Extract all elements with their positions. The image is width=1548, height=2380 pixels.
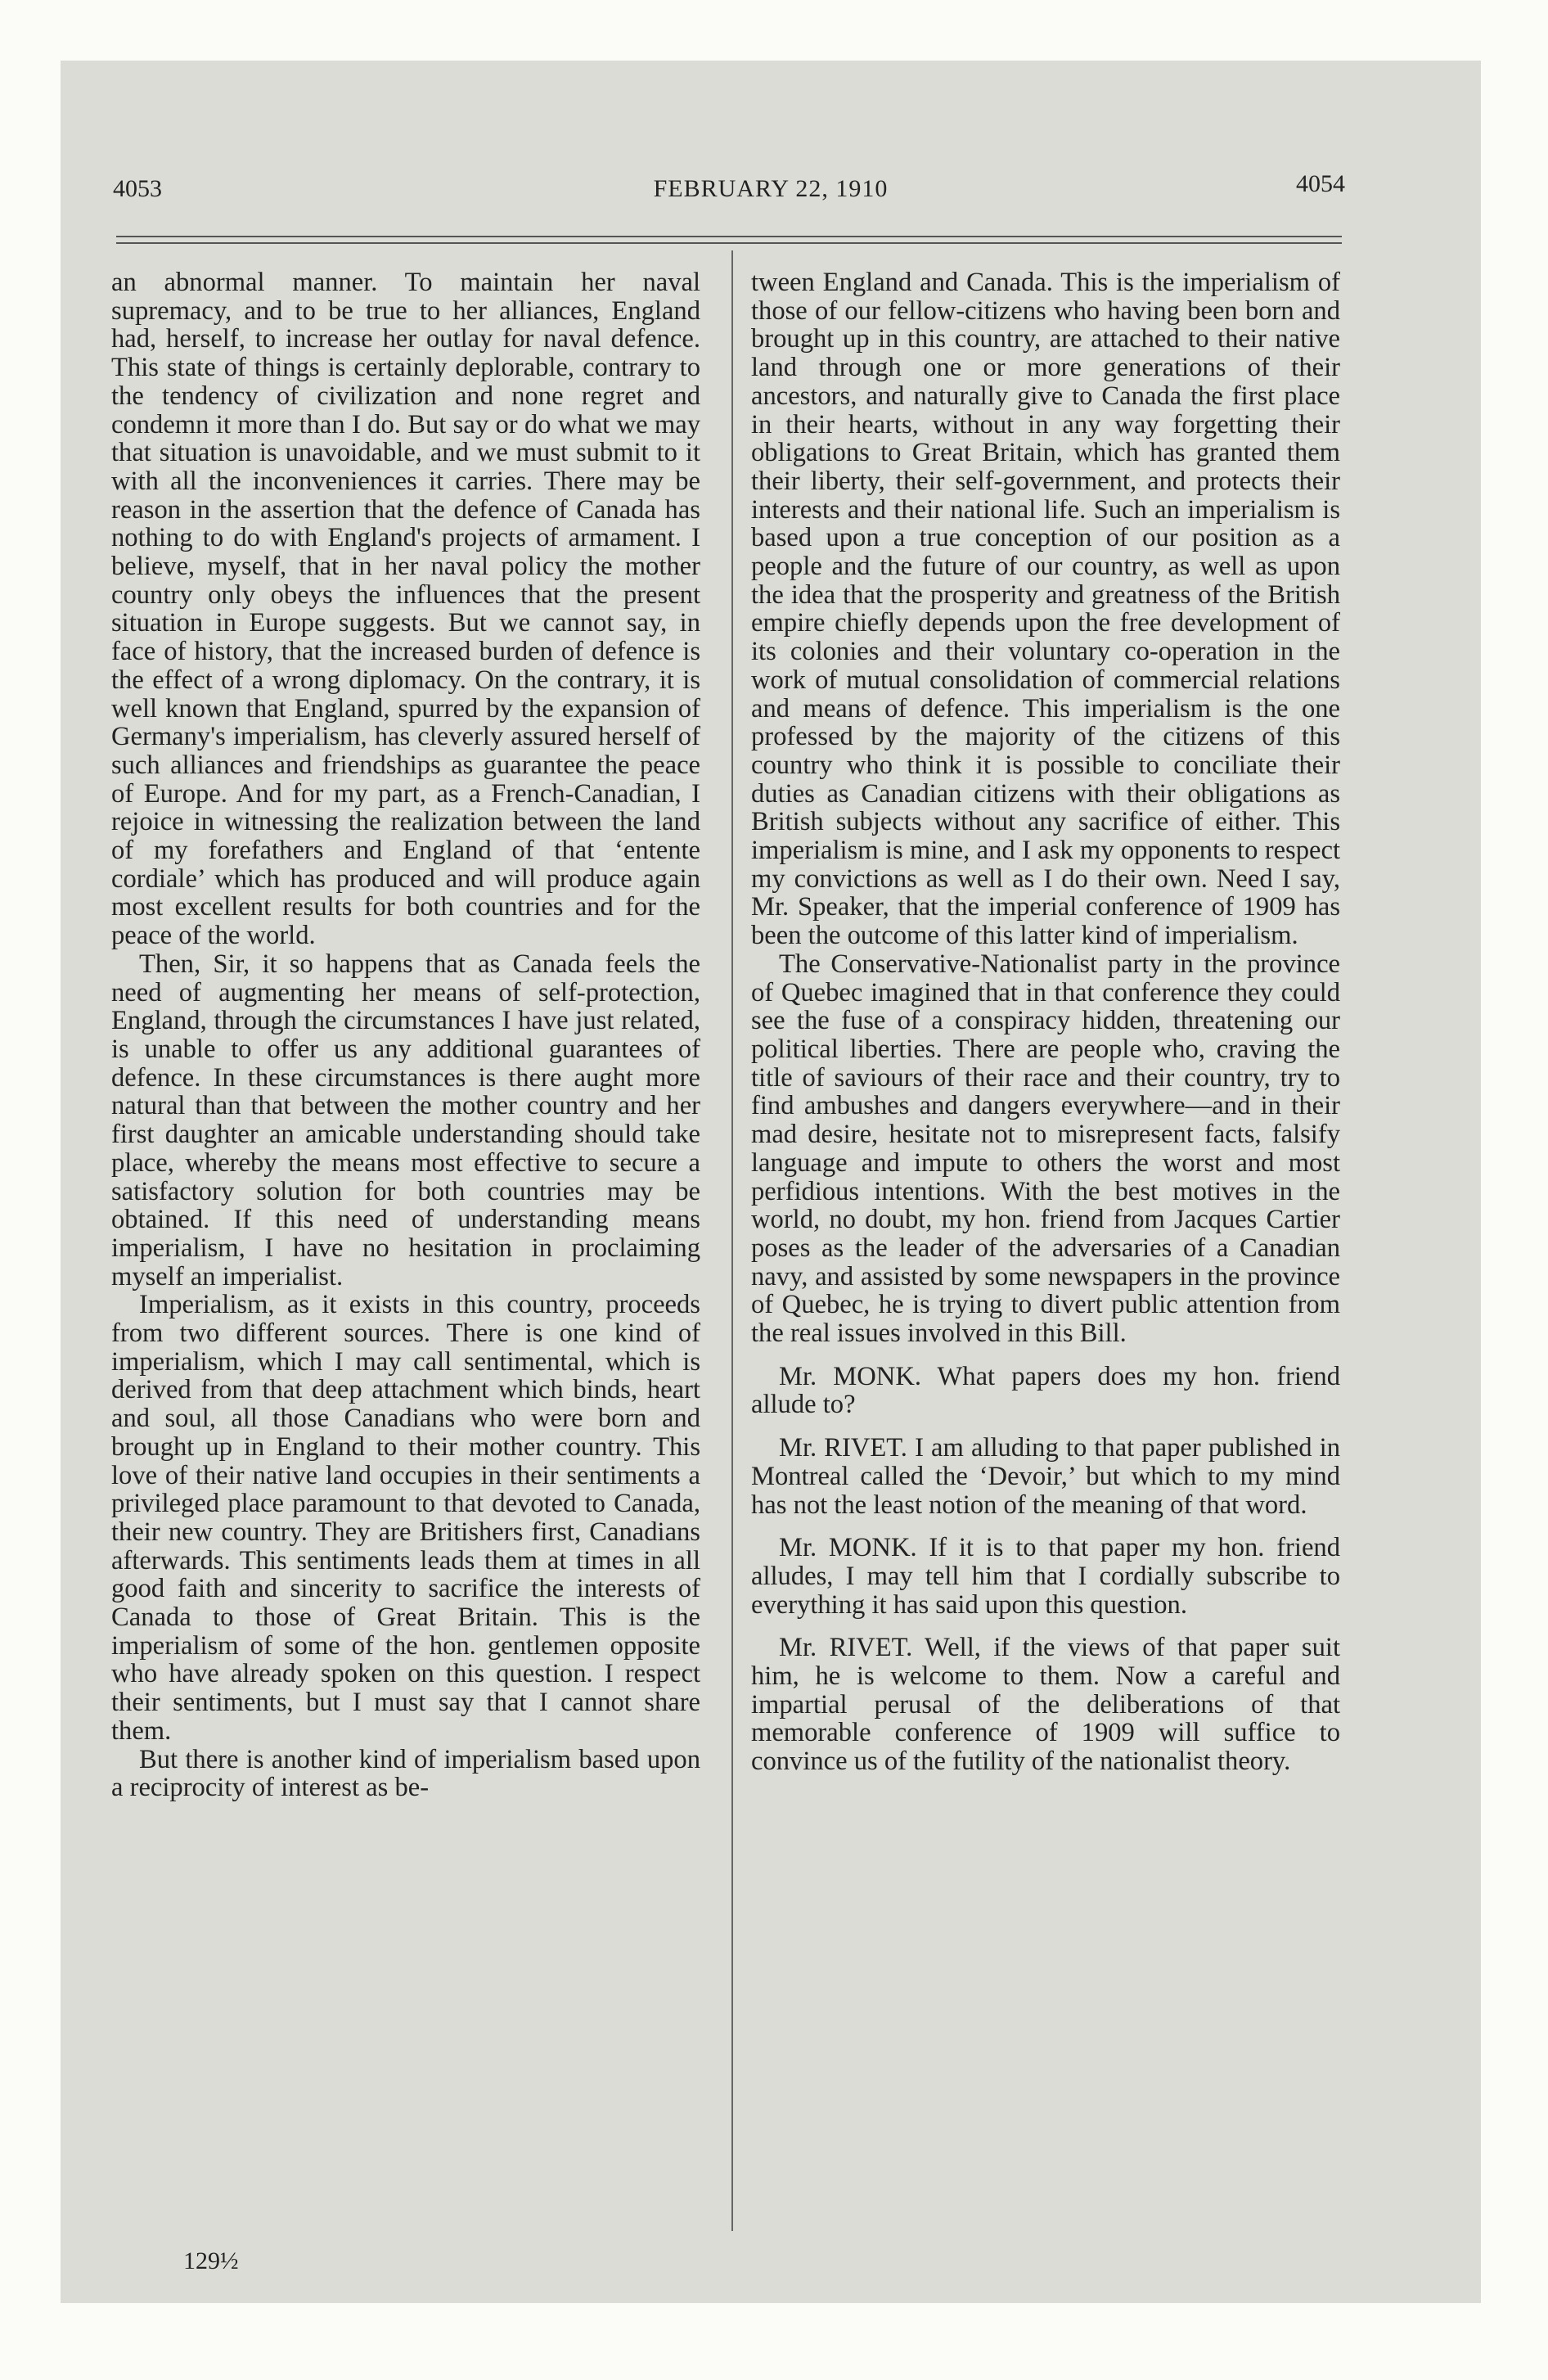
speech-paragraph: Mr. RIVET. I am alluding to that paper published in Montreal called the ‘Devoir,’ but which to my mind has not the least notion of the meaning of that word. (751, 1433, 1340, 1520)
signature-mark: 129½ (183, 2247, 239, 2274)
right-paragraph: tween England and Canada. This is the imperialism of those of our fellow-citizens who having been born and brought up in this country, are attached to their native land through one or more generations of their ancestors, and naturally give to Canada the first place in their hearts, without in any way forgetting their obligations to Great Britain, which has granted them their liberty, their self-government, and protects their interests and their national life. Such an imperialism is based upon a true conception of our position as a people and the future of our country, as well as upon the idea that the prosperity and greatness of the British empire chiefly depends upon the free development of its colonies and their voluntary co-operation in the work of mutual consolidation of commercial relations and means of defence. This imperialism is the one professed by the majority of the citizens of this country who think it is possible to conciliate their duties as Canadian citizens with their obligations as British subjects without any sacrifice of either. This imperialism is mine, and I ask my opponents to respect my convictions as well as I do their own. Need I say, Mr. Speaker, that the imperial conference of 1909 has been the outcome of this latter kind of imperialism. (751, 268, 1340, 951)
left-column (111, 268, 700, 2216)
header-rule-bottom (116, 242, 1342, 244)
page-header (61, 170, 1481, 224)
right-paragraph: The Conservative-Nationalist party in the province of Quebec imagined that in that conference they could see the fuse of a conspiracy hidden, threatening our political liberties. There are people who, craving the title of saviours of their race and their country, try to find ambushes and dangers everywhere—and in their mad desire, hesitate not to misrepresent facts, falsify language and impute to others the worst and most perfidious intentions. With the best motives in the world, no doubt, my hon. friend from Jacques Cartier poses as the leader of the adversaries of a Canadian navy, and assisted by some newspapers in the province of Quebec, he is trying to divert public attention from the real issues involved in this Bill. (751, 949, 1340, 1349)
page-date: FEBRUARY 22, 1910 (653, 175, 889, 202)
page-number-right: 4054 (1296, 170, 1345, 197)
left-paragraph: But there is another kind of imperialism based upon a reciprocity of interest as be- (111, 1744, 700, 1803)
left-paragraph: Then, Sir, it so happens that as Canada feels the need of augmenting her means of self-protection, England, through the circumstances I have just related, is unable to offer us any additional guarantees of defence. In these circumstances is there aught more natural than that between the mother country and her first daughter an amicable understanding should take place, whereby the means most effective to secure a satisfactory solution for both countries may be obtained. If this need of understanding means imperialism, I have no hesitation in proclaiming myself an imperialist. (111, 949, 700, 1291)
header-rule-top (116, 236, 1342, 237)
column-divider (731, 250, 733, 2231)
page-number-left: 4053 (113, 175, 162, 202)
left-paragraph: Imperialism, as it exists in this country, proceeds from two different sources. There is one kind of imperialism, which I may call sentimental, which is derived from that deep attachment which binds, heart and soul, all those Canadians who were born and brought up in England to their mother country. This love of their native land occupies in their sentiments a privileged place paramount to that devoted to Canada, their new country. They are Britishers first, Canadians afterwards. This sentiments leads them at times in all good faith and sincerity to sacrifice the interests of Canada to those of Great Britain. This is the imperialism of some of the hon. gentlemen opposite who have already spoken on this question. I respect their sentiments, but I must say that I cannot share them. (111, 1290, 700, 1746)
scanned-page (61, 61, 1481, 2303)
speech-paragraph: Mr. MONK. If it is to that paper my hon. friend alludes, I may tell him that I cordially subscribe to everything it has said upon this question. (751, 1533, 1340, 1620)
speech-paragraph: Mr. MONK. What papers does my hon. friend allude to? (751, 1361, 1340, 1420)
right-column (751, 268, 1340, 2216)
left-paragraph: an abnormal manner. To maintain her naval supremacy, and to be true to her alliances, England had, herself, to increase her outlay for naval defence. This state of things is certainly deplorable, contrary to the tendency of civilization and none regret and condemn it more than I do. But say or do what we may that situation is unavoidable, and we must submit to it with all the inconveniences it carries. There may be reason in the assertion that the defence of Canada has nothing to do with England's projects of armament. I believe, myself, that in her naval policy the mother country only obeys the influences that the present situation in Europe suggests. But we cannot say, in face of history, that the increased burden of defence is the effect of a wrong diplomacy. On the contrary, it is well known that England, spurred by the expansion of Germany's imperialism, has cleverly assured herself of such alliances and friendships as guarantee the peace of Europe. And for my part, as a French-Canadian, I rejoice in witnessing the realization between the land of my forefathers and England of that ‘entente cordiale’ which has produced and will produce again most excellent results for both countries and for the peace of the world. (111, 268, 700, 951)
speech-paragraph: Mr. RIVET. Well, if the views of that paper suit him, he is welcome to them. Now a careful and impartial perusal of the deliberations of that memorable conference of 1909 will suffice to convince us of the futility of the nationalist theory. (751, 1633, 1340, 1777)
